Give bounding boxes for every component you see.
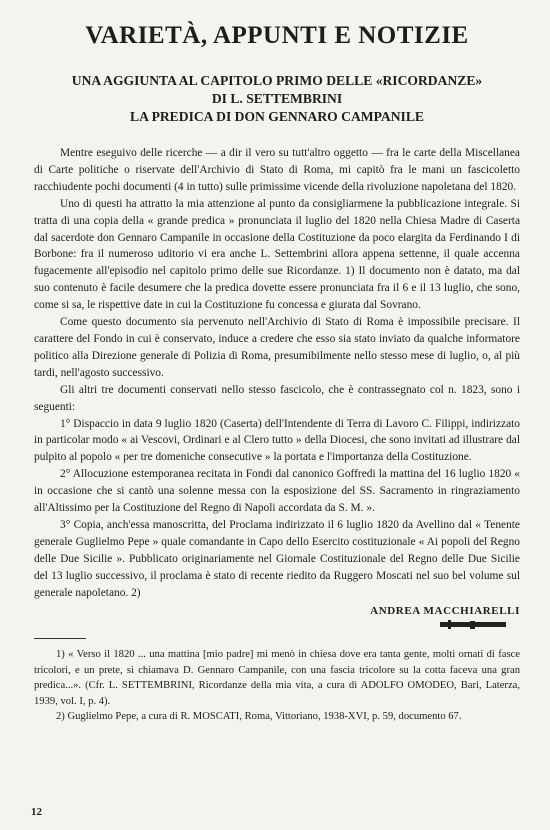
paragraph-other-documents: Gli altri tre documenti conservati nello stesso fascicolo, che è contrassegnato col n. 1823, sono i seguenti: [34,383,520,413]
paragraph-provenance: Come questo documento sia pervenuto nell'Archivio di Stato di Roma è impossibile precisare. Il carattere del Fondo in cui è conservato, induce a credere che esso sia stato inviato da qualche informatore politico alla Direzione generale di Polizia di Roma, presumibilmente nello stesso mese di luglio, o, al più tardi, nell'agosto successivo. [34,316,520,379]
footnote-1: 1) « Verso il 1820 ... una mattina [mio padre] mi menò in chiesa dove era tanta gente, molti ornati di fasce tricolori, e un prete, si chiamava D. Gennaro Campanile, con una fascia tricolore su la cotta faceva una gran predica...». (Cfr. L. SETTEMBRINI, Ricordanze della mia vita, a cura di ADOLFO OMODEO, Bari, Laterza, 1939, vol. I, p. 4). [34,649,520,707]
paragraph-intro: Mentre eseguivo delle ricerche — a dir il vero su tutt'altro oggetto — fra le carte della Miscellanea di Carte politiche o riservate dell'Archivio di Stato di Roma, mi capitò fra le mani un fascicoletto racchiudente pochi documenti (4 in tutto) sulle primissime vicende della rivoluzione napoletana del 1820. [34,147,520,193]
article-title-line-1: UNA AGGIUNTA AL CAPITOLO PRIMO DELLE «RICORDANZE» [71,73,483,88]
ink-mark-under-signature [440,620,508,629]
paragraph-document-2: 2° Allocuzione estemporanea recitata in Fondi dal canonico Goffredi la mattina del 16 luglio 1820 « in occasione che si cantò una solenne messa con la esposizione del SS. Sacramento in ringraziamento all'Altissimo per la Costituzione del Regno di Napoli accordata da S. M. ». [34,468,520,515]
footnote-separator [34,638,86,639]
footnotes [34,647,520,725]
paragraph-document-3: 3° Copia, anch'essa manoscritta, del Proclama indirizzato il 6 luglio 1820 da Avellino dal « Tenente generale Guglielmo Pepe » quale comandante in Capo dello Esercito costituzionale « Ai popoli del Regno delle Due Sicilie ». Pubblicato originariamente nel Giornale Costituzionale del Regno delle Due Sicilie del 13 luglio successivo, il proclama è stato di recente riedito da Ruggero Moscati nel suo bel volume sul generale napoletano. 2) [34,518,520,599]
article-body [34,145,520,601]
page-number: 12 [31,806,42,818]
article-title-line-3: LA PREDICA DI DON GENNARO CAMPANILE [130,109,424,124]
section-title: VARIETÀ, APPUNTI E NOTIZIE [85,22,469,49]
paragraph-document-1: 1° Dispaccio in data 9 luglio 1820 (Caserta) dell'Intendente di Terra di Lavoro C. Filippi, indirizzato in particolar modo « ai Vescovi, Ordinari e al Clero tutto » della Diocesi, che sono invitati ad illustrare dal pulpito al popolo « per tre domeniche consecutive » la portata e l'importanza della Costituzione. [34,417,520,464]
article-title [34,72,520,126]
article-title-line-2: DI L. SETTEMBRINI [211,91,343,106]
author-signature: ANDREA MACCHIARELLI [370,605,520,618]
footnote-2: 2) Guglielmo Pepe, a cura di R. MOSCATI, Roma, Vittoriano, 1938-XVI, p. 59, documento 67. [56,711,462,723]
paragraph-sermon: Uno di questi ha attratto la mia attenzione al punto da consigliarmene la pubblicazione integrale. Si tratta di una copia della « grande predica » pronunciata il luglio del 1820 nella Chiesa Madre di Caserta dal sacerdote don Gennaro Campanile in occasione della Costituzione da poco elargita da Ferdinando I di Borbone: fra il numeroso uditorio vi era anche L. Settembrini allora appena settenne, il quale accenna fugacemente all'episodio nel capitolo primo delle sue Ricordanze. 1) Il documento non è datato, ma dal suo contenuto è facile desumere che la predica dovette essere pronunciata fra il 6 e il 13 luglio, che sono, come si sa, le rispettive date in cui la Costituzione fu concessa e giurata dal Sovrano. [34,197,520,312]
